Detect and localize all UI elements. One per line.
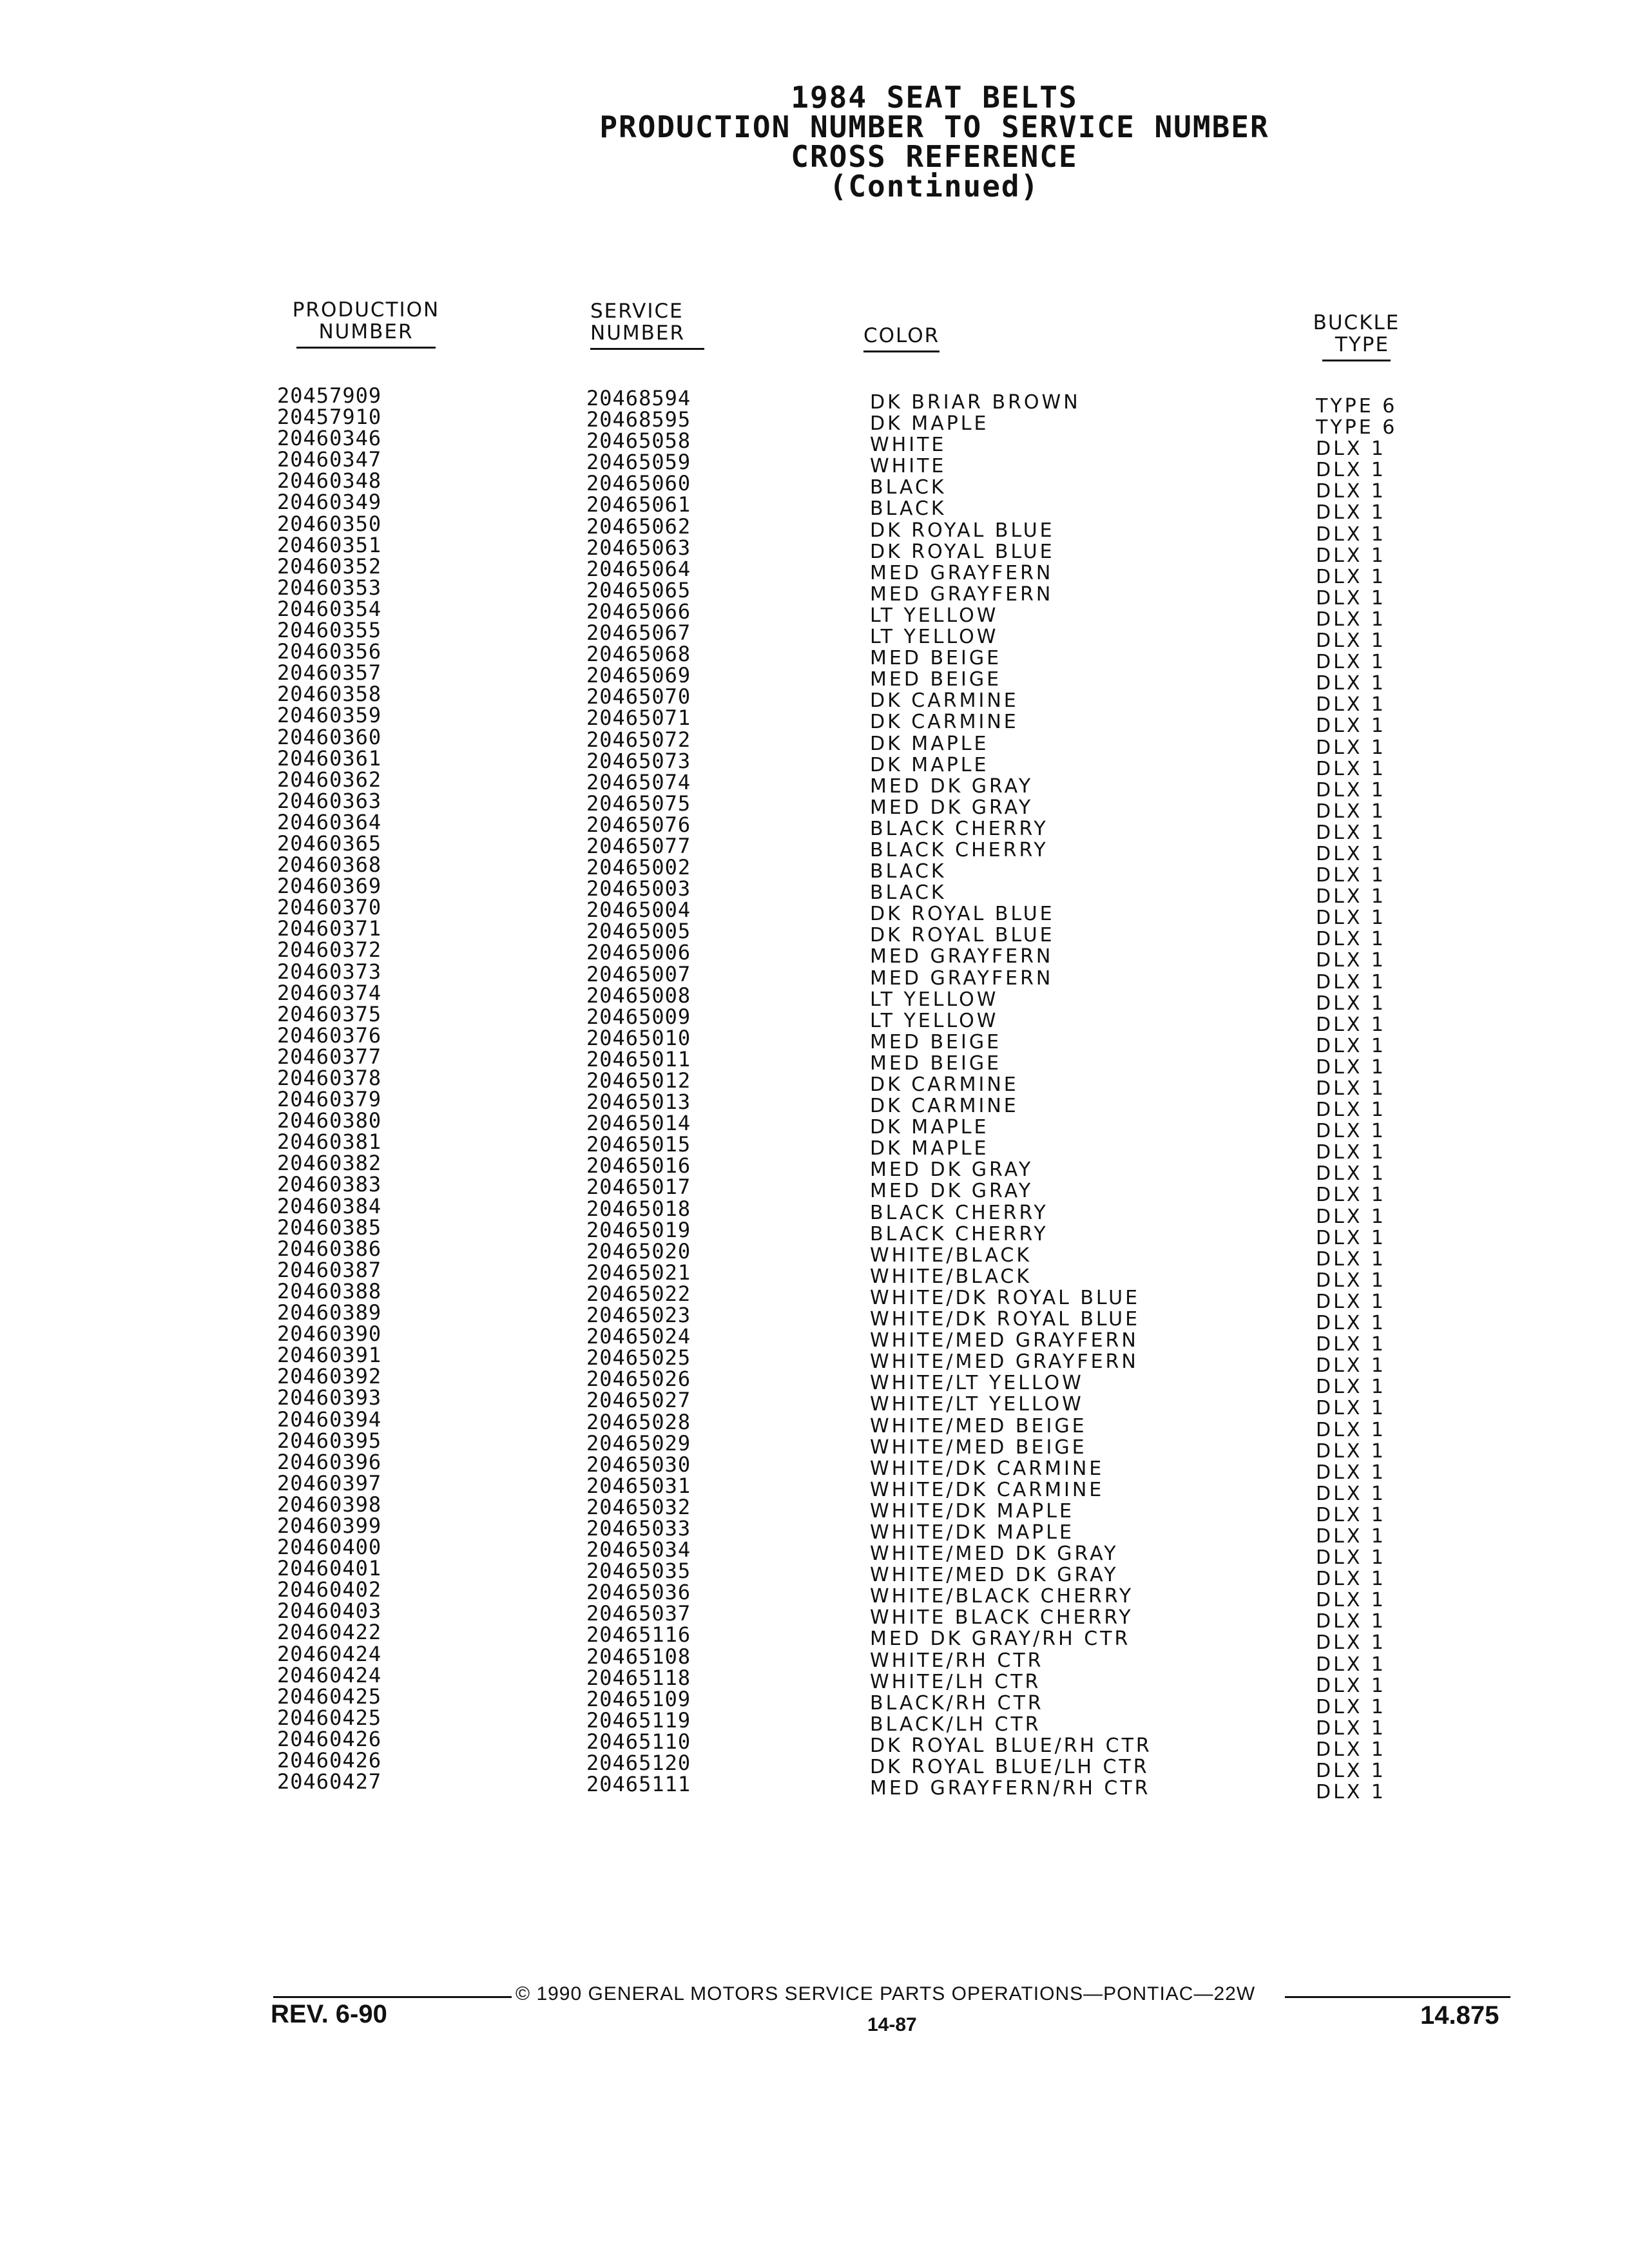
- color-cell: WHITE: [870, 455, 947, 478]
- buckle-type-cell: DLX 1: [1316, 1184, 1386, 1207]
- service-number-cell: 20468594: [586, 386, 691, 410]
- color-cell: BLACK: [870, 881, 947, 905]
- production-number-cell: 20460424: [277, 1641, 382, 1666]
- buckle-type-cell: DLX 1: [1316, 1461, 1386, 1484]
- buckle-type-cell: DLX 1: [1316, 864, 1386, 887]
- service-number-cell: 20465004: [586, 898, 691, 923]
- buckle-type-cell: DLX 1: [1316, 1439, 1386, 1463]
- service-number-cell: 20465027: [586, 1388, 691, 1413]
- color-cell: MED GRAYFERN: [870, 561, 1054, 584]
- service-number-cell: 20465016: [586, 1153, 691, 1178]
- color-cell: DK CARMINE: [870, 1073, 1019, 1096]
- production-number-cell: 20460390: [277, 1321, 382, 1347]
- color-cell: DK ROYAL BLUE: [870, 540, 1055, 563]
- production-number-cell: 20460400: [277, 1535, 382, 1560]
- service-number-cell: 20465067: [586, 620, 691, 646]
- production-number-cell: 20460346: [277, 426, 382, 451]
- header-color-label: COLOR: [863, 325, 940, 352]
- production-number-cell: 20460395: [277, 1428, 382, 1453]
- buckle-type-cell: DLX 1: [1316, 1205, 1386, 1228]
- buckle-type-cell: DLX 1: [1316, 480, 1386, 503]
- buckle-type-cell: DLX 1: [1316, 1141, 1386, 1164]
- color-cell: MED GRAYFERN: [870, 945, 1054, 968]
- service-number-cell: 20465008: [586, 983, 691, 1008]
- service-number-cell: 20465074: [586, 769, 691, 794]
- production-number-cell: 20460424: [277, 1662, 382, 1687]
- color-cell: WHITE/RH CTR: [870, 1649, 1044, 1672]
- production-number-cell: 20460368: [277, 852, 382, 878]
- buckle-type-cell: DLX 1: [1316, 693, 1386, 716]
- title-line-2: PRODUCTION NUMBER TO SERVICE NUMBER: [599, 110, 1269, 144]
- color-cell: BLACK: [870, 497, 947, 521]
- buckle-type-cell: DLX 1: [1316, 1354, 1386, 1378]
- production-number-cell: 20460369: [277, 874, 382, 899]
- production-number-cell: 20460382: [277, 1151, 382, 1176]
- service-number-cell: 20465025: [586, 1345, 691, 1370]
- buckle-type-cell: DLX 1: [1316, 992, 1386, 1015]
- production-number-cell: 20460372: [277, 937, 382, 963]
- service-number-cell: 20465028: [586, 1409, 691, 1434]
- production-number-cell: 20460361: [277, 745, 382, 771]
- production-number-cell: 20460373: [277, 959, 382, 984]
- header-production-line-2: NUMBER: [296, 321, 435, 349]
- service-number-cell: 20465011: [586, 1046, 691, 1072]
- buckle-type-cell: DLX 1: [1316, 501, 1386, 524]
- buckle-type-cell: DLX 1: [1316, 907, 1386, 930]
- color-cell: DK ROYAL BLUE/LH CTR: [870, 1756, 1150, 1778]
- service-number-cell: 20465069: [586, 663, 691, 688]
- table-row: [277, 1641, 1437, 1676]
- footer-copyright: © 1990 GENERAL MOTORS SERVICE PARTS OPERATIONS—PONTIAC—22W: [516, 1983, 1256, 2004]
- buckle-type-cell: DLX 1: [1316, 1568, 1386, 1591]
- buckle-type-cell: DLX 1: [1316, 1546, 1386, 1570]
- production-number-cell: 20460384: [277, 1193, 382, 1218]
- buckle-type-cell: DLX 1: [1316, 1653, 1386, 1676]
- buckle-type-cell: DLX 1: [1316, 1524, 1386, 1548]
- buckle-type-cell: TYPE 6: [1316, 395, 1398, 418]
- service-number-cell: 20465009: [586, 1004, 691, 1029]
- buckle-type-cell: DLX 1: [1316, 1589, 1386, 1612]
- footer-rule-right: [1285, 1996, 1510, 1998]
- buckle-type-cell: DLX 1: [1316, 1333, 1386, 1356]
- production-number-cell: 20460426: [277, 1726, 382, 1751]
- buckle-type-cell: DLX 1: [1316, 928, 1386, 951]
- buckle-type-cell: DLX 1: [1316, 757, 1386, 780]
- color-cell: DK MAPLE: [870, 1137, 989, 1160]
- buckle-type-cell: DLX 1: [1316, 1674, 1386, 1697]
- production-number-cell: 20460401: [277, 1556, 382, 1581]
- production-number-cell: 20460376: [277, 1023, 382, 1048]
- page-title: [451, 80, 1418, 204]
- buckle-type-cell: TYPE 6: [1316, 416, 1398, 439]
- buckle-type-cell: DLX 1: [1316, 565, 1386, 588]
- buckle-type-cell: DLX 1: [1316, 1716, 1386, 1740]
- buckle-type-cell: DLX 1: [1316, 1269, 1386, 1292]
- buckle-type-cell: DLX 1: [1316, 1376, 1386, 1399]
- color-cell: MED DK GRAY: [870, 774, 1034, 798]
- production-number-cell: 20460350: [277, 511, 382, 536]
- production-number-cell: 20460425: [277, 1684, 382, 1709]
- header-production-number: [289, 299, 443, 349]
- color-cell: WHITE/BLACK: [870, 1265, 1032, 1288]
- buckle-type-cell: DLX 1: [1316, 608, 1386, 631]
- production-number-cell: 20460380: [277, 1108, 382, 1133]
- color-cell: MED BEIGE: [870, 1030, 1002, 1053]
- service-number-cell: 20465073: [586, 748, 691, 773]
- service-number-cell: 20465034: [586, 1537, 691, 1562]
- buckle-type-cell: DLX 1: [1316, 1247, 1386, 1271]
- buckle-type-cell: DLX 1: [1316, 1397, 1386, 1420]
- service-number-cell: 20465076: [586, 812, 691, 837]
- service-number-cell: 20465109: [586, 1686, 691, 1711]
- buckle-type-cell: DLX 1: [1316, 1162, 1386, 1186]
- service-number-cell: 20468595: [586, 407, 691, 432]
- color-cell: BLACK CHERRY: [870, 817, 1048, 840]
- production-number-cell: 20460386: [277, 1236, 382, 1261]
- service-number-cell: 20465026: [586, 1367, 691, 1392]
- production-number-cell: 20460396: [277, 1449, 382, 1474]
- service-number-cell: 20465116: [586, 1622, 691, 1648]
- service-number-cell: 20465031: [586, 1473, 691, 1498]
- color-cell: MED GRAYFERN: [870, 966, 1054, 990]
- buckle-type-cell: DLX 1: [1316, 1312, 1386, 1335]
- production-number-cell: 20460353: [277, 575, 382, 600]
- color-cell: DK MAPLE: [870, 732, 989, 755]
- color-cell: WHITE: [870, 434, 947, 457]
- production-number-cell: 20460427: [277, 1769, 382, 1794]
- production-number-cell: 20460356: [277, 639, 382, 664]
- service-number-cell: 20465119: [586, 1707, 691, 1733]
- buckle-type-cell: DLX 1: [1316, 523, 1386, 546]
- production-number-cell: 20460348: [277, 468, 382, 494]
- color-cell: WHITE/MED BEIGE: [870, 1414, 1087, 1437]
- service-number-cell: 20465003: [586, 876, 691, 901]
- color-cell: BLACK CHERRY: [870, 838, 1048, 861]
- service-number-cell: 20465012: [586, 1068, 691, 1093]
- color-cell: WHITE/MED GRAYFERN: [870, 1329, 1139, 1352]
- color-cell: MED DK GRAY: [870, 1180, 1034, 1203]
- header-buckle-line-1: BUCKLE: [1313, 311, 1400, 334]
- header-buckle-type: [1308, 312, 1405, 361]
- color-cell: WHITE/MED DK GRAY: [870, 1564, 1119, 1587]
- service-number-cell: 20465077: [586, 833, 691, 858]
- service-number-cell: 20465036: [586, 1580, 691, 1605]
- footer-section-number: 14.875: [1420, 2001, 1499, 2030]
- color-cell: DK ROYAL BLUE: [870, 903, 1055, 926]
- header-production-line-1: PRODUCTION: [292, 298, 440, 322]
- service-number-cell: 20465013: [586, 1090, 691, 1115]
- footer-revision: REV. 6-90: [271, 2000, 387, 2028]
- color-cell: DK CARMINE: [870, 711, 1019, 734]
- production-number-cell: 20460393: [277, 1385, 382, 1410]
- color-cell: WHITE/LH CTR: [870, 1670, 1041, 1693]
- production-number-cell: 20460387: [277, 1257, 382, 1282]
- color-cell: WHITE/BLACK: [870, 1244, 1032, 1267]
- buckle-type-cell: DLX 1: [1316, 1503, 1386, 1526]
- production-number-cell: 20460370: [277, 895, 382, 920]
- service-number-cell: 20465020: [586, 1238, 691, 1264]
- color-cell: BLACK CHERRY: [870, 1222, 1048, 1245]
- color-cell: WHITE/BLACK CHERRY: [870, 1585, 1134, 1608]
- buckle-type-cell: DLX 1: [1316, 778, 1386, 802]
- header-service-number: [590, 300, 700, 350]
- header-service-line-1: SERVICE: [590, 300, 684, 323]
- production-number-cell: 20460383: [277, 1172, 382, 1197]
- color-cell: WHITE/LT YELLOW: [870, 1393, 1084, 1416]
- production-number-cell: 20460425: [277, 1705, 382, 1730]
- color-cell: DK ROYAL BLUE: [870, 924, 1055, 947]
- buckle-type-cell: DLX 1: [1316, 1034, 1386, 1057]
- service-number-cell: 20465111: [586, 1772, 691, 1797]
- production-number-cell: 20460377: [277, 1044, 382, 1069]
- color-cell: WHITE/DK MAPLE: [870, 1499, 1074, 1523]
- color-cell: LT YELLOW: [870, 626, 999, 649]
- service-number-cell: 20465075: [586, 791, 691, 816]
- color-cell: LT YELLOW: [870, 604, 999, 627]
- service-number-cell: 20465037: [586, 1601, 691, 1626]
- service-number-cell: 20465064: [586, 556, 691, 581]
- production-number-cell: 20460391: [277, 1343, 382, 1368]
- service-number-cell: 20465072: [586, 727, 691, 752]
- service-number-cell: 20465006: [586, 940, 691, 965]
- color-cell: BLACK: [870, 476, 947, 499]
- buckle-type-cell: DLX 1: [1316, 800, 1386, 823]
- cross-reference-table: [277, 383, 1437, 1804]
- buckle-type-cell: DLX 1: [1316, 1781, 1386, 1804]
- color-cell: DK CARMINE: [870, 689, 1019, 713]
- service-number-cell: 20465023: [586, 1303, 691, 1328]
- buckle-type-cell: DLX 1: [1316, 1013, 1386, 1036]
- color-cell: WHITE/DK ROYAL BLUE: [870, 1286, 1141, 1309]
- color-cell: MED BEIGE: [870, 647, 1002, 670]
- service-number-cell: 20465059: [586, 450, 691, 475]
- buckle-type-cell: DLX 1: [1316, 586, 1386, 610]
- service-number-cell: 20465110: [586, 1729, 691, 1754]
- production-number-cell: 20460362: [277, 767, 382, 792]
- color-cell: DK MAPLE: [870, 1116, 989, 1139]
- service-number-cell: 20465015: [586, 1132, 691, 1157]
- buckle-type-cell: DLX 1: [1316, 672, 1386, 695]
- service-number-cell: 20465033: [586, 1515, 691, 1541]
- buckle-type-cell: DLX 1: [1316, 970, 1386, 994]
- service-number-cell: 20465118: [586, 1665, 691, 1690]
- production-number-cell: 20460374: [277, 980, 382, 1005]
- color-cell: BLACK CHERRY: [870, 1201, 1048, 1224]
- color-cell: WHITE/DK CARMINE: [870, 1457, 1104, 1480]
- production-number-cell: 20460360: [277, 724, 382, 749]
- buckle-type-cell: DLX 1: [1316, 1077, 1386, 1100]
- production-number-cell: 20460358: [277, 682, 382, 707]
- production-number-cell: 20460389: [277, 1300, 382, 1325]
- color-cell: DK ROYAL BLUE: [870, 519, 1055, 542]
- header-color: [863, 325, 960, 352]
- buckle-type-cell: DLX 1: [1316, 1738, 1386, 1761]
- production-number-cell: 20457909: [277, 383, 382, 408]
- production-number-cell: 20460385: [277, 1215, 382, 1240]
- color-cell: WHITE/MED DK GRAY: [870, 1542, 1119, 1566]
- service-number-cell: 20465029: [586, 1430, 691, 1456]
- color-cell: MED DK GRAY/RH CTR: [870, 1628, 1131, 1651]
- service-number-cell: 20465010: [586, 1025, 691, 1050]
- title-line-1: 1984 SEAT BELTS: [791, 80, 1078, 115]
- color-cell: LT YELLOW: [870, 1009, 999, 1032]
- service-number-cell: 20465070: [586, 684, 691, 709]
- footer-page-number: 14-87: [867, 2014, 917, 2035]
- service-number-cell: 20465017: [586, 1175, 691, 1200]
- color-cell: DK CARMINE: [870, 1095, 1019, 1118]
- color-cell: DK ROYAL BLUE/RH CTR: [870, 1734, 1152, 1757]
- production-number-cell: 20457910: [277, 405, 382, 430]
- color-cell: LT YELLOW: [870, 988, 999, 1011]
- title-line-4: (Continued): [829, 169, 1040, 204]
- color-cell: MED BEIGE: [870, 668, 1002, 691]
- color-cell: BLACK/LH CTR: [870, 1713, 1041, 1736]
- production-number-cell: 20460375: [277, 1001, 382, 1026]
- color-cell: MED BEIGE: [870, 1052, 1002, 1075]
- buckle-type-cell: DLX 1: [1316, 1482, 1386, 1505]
- production-number-cell: 20460392: [277, 1364, 382, 1389]
- production-number-cell: 20460381: [277, 1129, 382, 1155]
- production-number-cell: 20460355: [277, 618, 382, 643]
- production-number-cell: 20460351: [277, 532, 382, 557]
- service-number-cell: 20465066: [586, 599, 691, 624]
- buckle-type-cell: DLX 1: [1316, 885, 1386, 908]
- buckle-type-cell: DLX 1: [1316, 459, 1386, 482]
- production-number-cell: 20460403: [277, 1599, 382, 1624]
- production-number-cell: 20460357: [277, 660, 382, 686]
- service-number-cell: 20465019: [586, 1217, 691, 1242]
- buckle-type-cell: DLX 1: [1316, 1055, 1386, 1079]
- color-cell: WHITE/MED BEIGE: [870, 1436, 1087, 1459]
- service-number-cell: 20465063: [586, 535, 691, 560]
- buckle-type-cell: DLX 1: [1316, 1760, 1386, 1782]
- production-number-cell: 20460378: [277, 1066, 382, 1090]
- color-cell: WHITE/LT YELLOW: [870, 1372, 1084, 1395]
- buckle-type-cell: DLX 1: [1316, 1631, 1386, 1655]
- production-number-cell: 20460388: [277, 1278, 382, 1303]
- service-number-cell: 20465068: [586, 642, 691, 667]
- color-cell: MED DK GRAY: [870, 1158, 1034, 1182]
- production-number-cell: 20460422: [277, 1620, 382, 1645]
- service-number-cell: 20465108: [586, 1644, 691, 1669]
- production-number-cell: 20460364: [277, 809, 382, 834]
- header-buckle-line-2: TYPE: [1322, 334, 1391, 361]
- production-number-cell: 20460397: [277, 1470, 382, 1495]
- production-number-cell: 20460379: [277, 1087, 382, 1112]
- color-cell: DK BRIAR BROWN: [870, 391, 1081, 414]
- service-number-cell: 20465061: [586, 492, 691, 517]
- footer-rule-left: [273, 1996, 512, 1998]
- buckle-type-cell: DLX 1: [1316, 736, 1386, 759]
- buckle-type-cell: DLX 1: [1316, 949, 1386, 972]
- service-number-cell: 20465032: [586, 1494, 691, 1519]
- buckle-type-cell: DLX 1: [1316, 821, 1386, 844]
- buckle-type-cell: DLX 1: [1316, 437, 1386, 461]
- buckle-type-cell: DLX 1: [1316, 651, 1386, 674]
- service-number-cell: 20465014: [586, 1111, 691, 1136]
- production-number-cell: 20460426: [277, 1748, 382, 1773]
- service-number-cell: 20465024: [586, 1324, 691, 1349]
- production-number-cell: 20460402: [277, 1577, 382, 1602]
- color-cell: WHITE/DK CARMINE: [870, 1478, 1104, 1501]
- color-cell: BLACK/RH CTR: [870, 1691, 1044, 1715]
- buckle-type-cell: DLX 1: [1316, 1418, 1386, 1441]
- color-cell: DK MAPLE: [870, 753, 989, 776]
- buckle-type-cell: DLX 1: [1316, 1610, 1386, 1633]
- buckle-type-cell: DLX 1: [1316, 544, 1386, 567]
- service-number-cell: 20465005: [586, 919, 691, 944]
- service-number-cell: 20465007: [586, 961, 691, 986]
- production-number-cell: 20460354: [277, 596, 382, 621]
- production-number-cell: 20460352: [277, 553, 382, 579]
- buckle-type-cell: DLX 1: [1316, 715, 1386, 738]
- service-number-cell: 20465065: [586, 577, 691, 602]
- buckle-type-cell: DLX 1: [1316, 1099, 1386, 1122]
- color-cell: WHITE/DK MAPLE: [870, 1521, 1074, 1544]
- service-number-cell: 20465002: [586, 855, 691, 880]
- service-number-cell: 20465030: [586, 1452, 691, 1477]
- color-cell: MED GRAYFERN: [870, 582, 1054, 606]
- production-number-cell: 20460365: [277, 831, 382, 856]
- production-number-cell: 20460399: [277, 1513, 382, 1538]
- color-cell: DK MAPLE: [870, 412, 989, 436]
- service-number-cell: 20465058: [586, 428, 691, 454]
- service-number-cell: 20465035: [586, 1559, 691, 1584]
- production-number-cell: 20460349: [277, 490, 382, 515]
- buckle-type-cell: DLX 1: [1316, 629, 1386, 653]
- production-number-cell: 20460398: [277, 1492, 382, 1517]
- color-cell: MED GRAYFERN/RH CTR: [870, 1777, 1151, 1800]
- buckle-type-cell: DLX 1: [1316, 1695, 1386, 1718]
- service-number-cell: 20465022: [586, 1281, 691, 1306]
- buckle-type-cell: DLX 1: [1316, 1120, 1386, 1143]
- color-cell: WHITE/MED GRAYFERN: [870, 1350, 1139, 1374]
- color-cell: WHITE BLACK CHERRY: [870, 1606, 1133, 1629]
- service-number-cell: 20465120: [586, 1751, 691, 1775]
- production-number-cell: 20460359: [277, 703, 382, 728]
- buckle-type-cell: DLX 1: [1316, 1290, 1386, 1313]
- production-number-cell: 20460363: [277, 788, 382, 813]
- service-number-cell: 20465062: [586, 514, 691, 539]
- title-line-3: CROSS REFERENCE: [791, 139, 1078, 174]
- service-number-cell: 20465060: [586, 471, 691, 496]
- production-number-cell: 20460371: [277, 916, 382, 941]
- header-service-line-2: NUMBER: [590, 322, 704, 350]
- table-row: [277, 1726, 1437, 1761]
- table-row: [277, 1684, 1437, 1718]
- table-row: [277, 1769, 1437, 1804]
- production-number-cell: 20460394: [277, 1407, 382, 1432]
- production-number-cell: 20460347: [277, 447, 382, 472]
- buckle-type-cell: DLX 1: [1316, 1226, 1386, 1249]
- buckle-type-cell: DLX 1: [1316, 842, 1386, 865]
- service-number-cell: 20465071: [586, 706, 691, 731]
- color-cell: WHITE/DK ROYAL BLUE: [870, 1308, 1141, 1331]
- service-number-cell: 20465021: [586, 1260, 691, 1285]
- service-number-cell: 20465018: [586, 1196, 691, 1221]
- color-cell: BLACK: [870, 860, 947, 883]
- color-cell: MED DK GRAY: [870, 796, 1034, 819]
